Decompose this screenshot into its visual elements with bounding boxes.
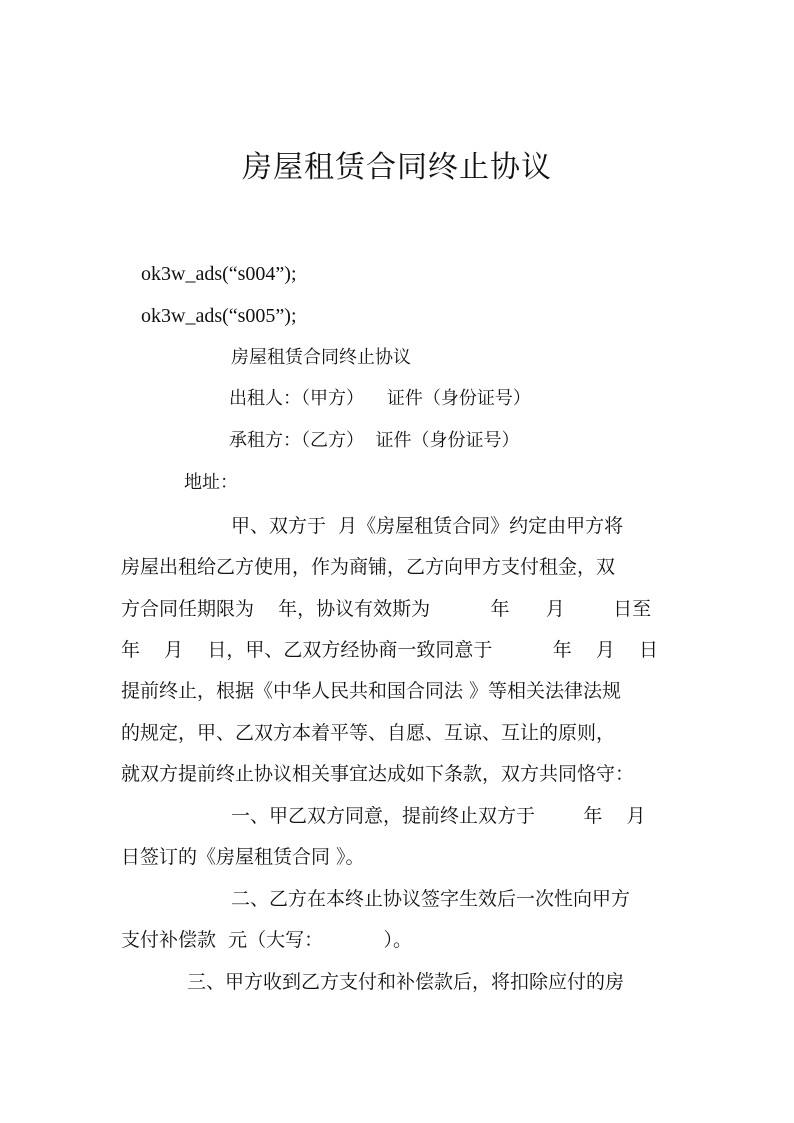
- body-line-6: 的规定，甲、乙双方本着平等、自愿、互谅、互让的原则，: [121, 722, 616, 744]
- document-title: 房屋租赁合同终止协议: [242, 150, 552, 185]
- landlord-line: 出租人：（甲方） 证件（身份证号）: [229, 388, 531, 409]
- clause-2-line-1: 二、乙方在本终止协议签字生效后一次性向甲方: [231, 888, 631, 910]
- body-line-3: 方合同任期限为 年，协议有效斯为 年 月 日至: [121, 598, 652, 620]
- clause-3-line-1: 三、甲方收到乙方支付和补偿款后，将扣除应付的房: [187, 971, 625, 993]
- body-line-2: 房屋出租给乙方使用，作为商铺，乙方向甲方支付租金，双: [121, 556, 616, 578]
- body-line-1: 甲、双方于 月《房屋租赁合同》约定由甲方将: [231, 515, 624, 537]
- address-line: 地址：: [184, 472, 238, 493]
- ad-code-line-2: ok3w_ads(“s005”);: [141, 305, 297, 327]
- clause-2-line-2: 支付补偿款 元（大写： ）。: [121, 929, 412, 951]
- clause-1-line-1: 一、甲乙双方同意，提前终止双方于 年 月: [231, 805, 646, 827]
- body-line-5: 提前终止，根据《中华人民共和国合同法 》等相关法律法规: [121, 680, 622, 702]
- ad-code-line-1: ok3w_ads(“s004”);: [141, 263, 297, 285]
- clause-1-line-2: 日签订的《房屋租赁合同 》。: [121, 846, 365, 868]
- body-line-4: 年 月 日，甲、乙双方经协商一致同意于 年 月 日: [121, 639, 659, 661]
- tenant-line: 承租方：（乙方） 证件（身份证号）: [229, 430, 520, 451]
- body-line-7: 就双方提前终止协议相关事宜达成如下条款，双方共同恪守：: [121, 763, 635, 785]
- subtitle: 房屋租赁合同终止协议: [231, 347, 411, 368]
